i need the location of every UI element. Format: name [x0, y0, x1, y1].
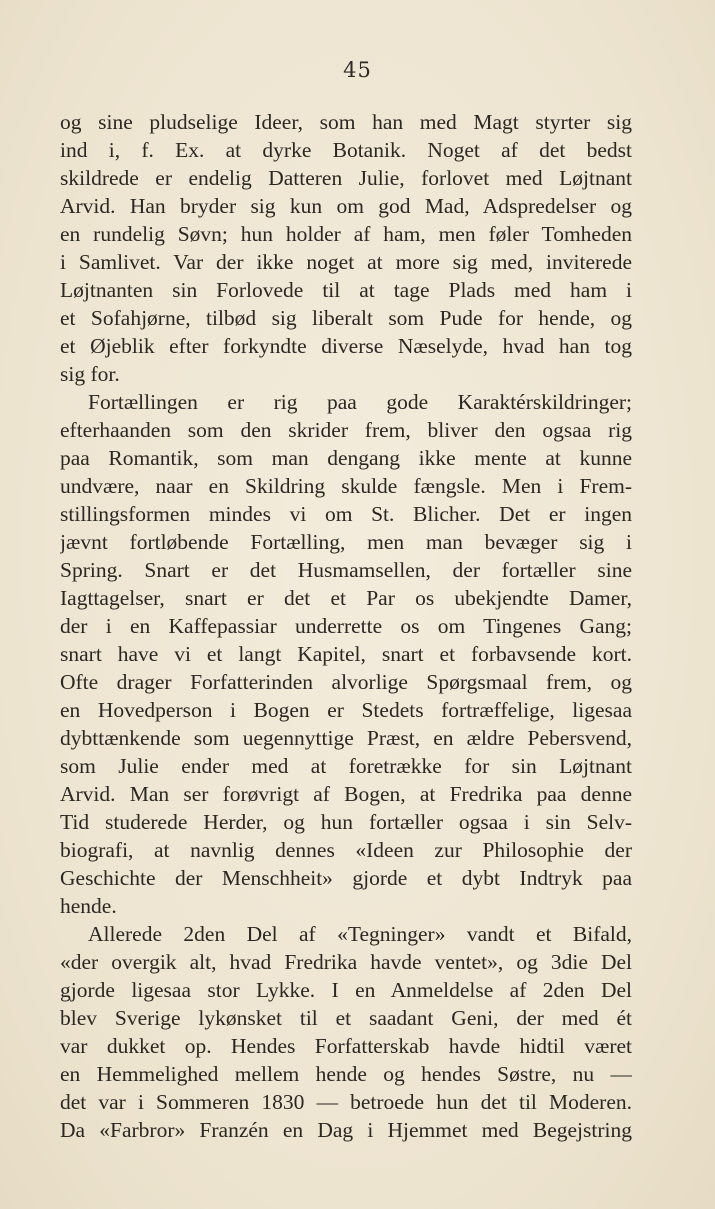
text-line: Geschichte der Menschheit» gjorde et dybt Indtryk paa: [60, 866, 632, 890]
text-line: gjorde ligesaa stor Lykke. I en Anmeldelse af 2den Del: [60, 978, 632, 1002]
text-line: «der overgik alt, hvad Fredrika havde ventet», og 3die Del: [60, 950, 632, 974]
text-line: undvære, naar en Skildring skulde fængsle. Men i Frem-: [60, 474, 632, 498]
text-line: efterhaanden som den skrider frem, bliver den ogsaa rig: [60, 418, 632, 442]
text-line: i Samlivet. Var der ikke noget at more sig med, inviterede: [60, 250, 632, 274]
text-line: Tid studerede Herder, og hun fortæller ogsaa i sin Selv-: [60, 810, 632, 834]
paragraph-start-line: Fortællingen er rig paa gode Karaktérskildringer;: [88, 390, 632, 414]
text-line: hende.: [60, 894, 117, 918]
text-line: Arvid. Han bryder sig kun om god Mad, Adspredelser og: [60, 194, 632, 218]
text-line: biografi, at navnlig dennes «Ideen zur Philosophie der: [60, 838, 632, 862]
text-line: og sine pludselige Ideer, som han med Magt styrter sig: [60, 110, 632, 134]
text-line: snart have vi et langt Kapitel, snart et forbavsende kort.: [60, 642, 632, 666]
page-number: 45: [343, 58, 372, 82]
text-line: der i en Kaffepassiar underrette os om Tingenes Gang;: [60, 614, 632, 638]
text-line: stillingsformen mindes vi om St. Blicher. Det er ingen: [60, 502, 632, 526]
text-line: Da «Farbror» Franzén en Dag i Hjemmet med Begejstring: [60, 1118, 632, 1142]
text-line: sig for.: [60, 362, 120, 386]
text-line: som Julie ender med at foretrække for sin Løjtnant: [60, 754, 632, 778]
text-line: en Hemmelighed mellem hende og hendes Søstre, nu —: [60, 1062, 632, 1086]
text-line: det var i Sommeren 1830 — betroede hun det til Moderen.: [60, 1090, 632, 1114]
text-line: Arvid. Man ser forøvrigt af Bogen, at Fredrika paa denne: [60, 782, 632, 806]
text-line: jævnt fortløbende Fortælling, men man bevæger sig i: [60, 530, 632, 554]
text-line: en Hovedperson i Bogen er Stedets fortræffelige, ligesaa: [60, 698, 632, 722]
text-line: dybttænkende som uegennyttige Præst, en ældre Pebersvend,: [60, 726, 632, 750]
text-line: Iagttagelser, snart er det et Par os ubekjendte Damer,: [60, 586, 632, 610]
text-line: blev Sverige lykønsket til et saadant Geni, der med ét: [60, 1006, 632, 1030]
body-text: [60, 108, 632, 1144]
text-line: skildrede er endelig Datteren Julie, forlovet med Løjtnant: [60, 166, 632, 190]
text-line: et Øjeblik efter forkyndte diverse Næselyde, hvad han tog: [60, 334, 632, 358]
text-line: en rundelig Søvn; hun holder af ham, men føler Tomheden: [60, 222, 632, 246]
text-line: paa Romantik, som man dengang ikke mente at kunne: [60, 446, 632, 470]
text-line: et Sofahjørne, tilbød sig liberalt som Pude for hende, og: [60, 306, 632, 330]
text-line: var dukket op. Hendes Forfatterskab havde hidtil været: [60, 1034, 632, 1058]
text-line: Ofte drager Forfatterinden alvorlige Spørgsmaal frem, og: [60, 670, 632, 694]
paragraph-start-line: Allerede 2den Del af «Tegninger» vandt et Bifald,: [88, 922, 632, 946]
text-line: ind i, f. Ex. at dyrke Botanik. Noget af det bedst: [60, 138, 632, 162]
text-line: Løjtnanten sin Forlovede til at tage Plads med ham i: [60, 278, 632, 302]
text-line: Spring. Snart er det Husmamsellen, der fortæller sine: [60, 558, 632, 582]
